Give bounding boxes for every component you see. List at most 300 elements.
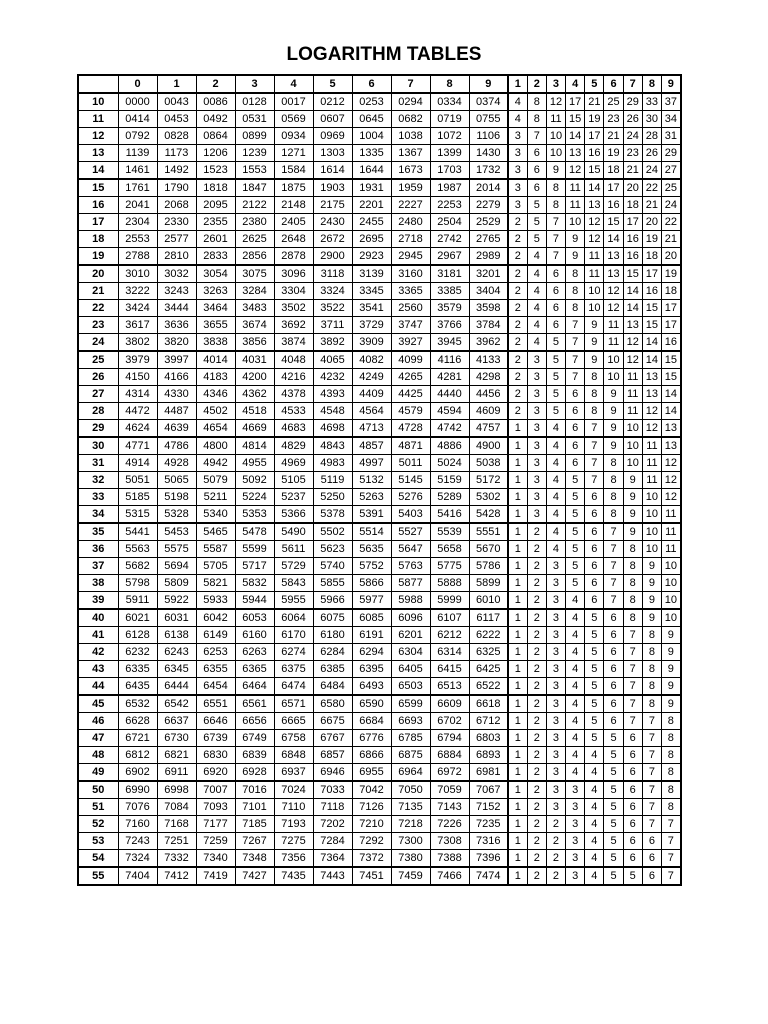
mean-difference-cell: 14 [566,128,585,145]
mean-difference-cell: 12 [585,214,604,231]
table-row [78,403,681,420]
log-value-cell: 7356 [274,850,313,868]
mean-difference-cell: 6 [623,747,642,764]
mean-difference-cell: 3 [546,695,565,713]
log-value-cell: 0569 [274,111,313,128]
mean-difference-cell: 37 [662,93,681,111]
mean-difference-cell: 6 [623,816,642,833]
log-value-cell: 6928 [235,764,274,782]
log-value-cell: 4728 [391,420,430,438]
log-value-cell: 5145 [391,472,430,489]
log-value-cell: 2455 [352,214,391,231]
log-value-cell: 6454 [196,678,235,696]
mean-difference-cell: 13 [662,420,681,438]
log-value-cell: 0017 [274,93,313,111]
column-header: 6 [352,75,391,93]
mean-difference-cell: 6 [623,850,642,868]
row-number: 26 [78,369,118,386]
log-value-cell: 7348 [235,850,274,868]
log-value-cell: 3892 [313,334,352,352]
row-number: 35 [78,523,118,541]
mean-difference-cell: 5 [566,523,585,541]
mean-difference-cell: 17 [566,93,585,111]
log-value-cell: 6758 [274,730,313,747]
log-value-cell: 4249 [352,369,391,386]
log-value-cell: 6532 [118,695,157,713]
mean-difference-cell: 3 [508,128,527,145]
mean-difference-cell: 10 [662,609,681,627]
log-value-cell: 2330 [157,214,196,231]
mean-difference-cell: 16 [623,248,642,266]
log-value-cell: 1461 [118,162,157,180]
mean-difference-cell: 5 [566,558,585,575]
log-value-cell: 5391 [352,506,391,524]
mean-difference-cell: 11 [642,437,661,455]
log-value-cell: 0719 [430,111,469,128]
log-value-cell: 2833 [196,248,235,266]
mean-difference-cell: 9 [604,420,623,438]
log-value-cell: 6117 [469,609,508,627]
mean-difference-cell: 26 [623,111,642,128]
mean-difference-cell: 7 [642,730,661,747]
log-value-cell: 4533 [274,403,313,420]
log-value-cell: 4548 [313,403,352,420]
mean-difference-cell: 7 [566,334,585,352]
log-value-cell: 5623 [313,541,352,558]
log-value-cell: 4757 [469,420,508,438]
mean-difference-cell: 10 [585,300,604,317]
mean-difference-cell: 15 [566,111,585,128]
log-value-cell: 5416 [430,506,469,524]
row-number: 52 [78,816,118,833]
log-value-cell: 4900 [469,437,508,455]
log-value-cell: 0755 [469,111,508,128]
log-value-cell: 7372 [352,850,391,868]
log-value-cell: 2695 [352,231,391,248]
mean-difference-cell: 3 [546,644,565,661]
log-value-cell: 7126 [352,799,391,816]
table-row [78,334,681,352]
mean-difference-cell: 6 [585,523,604,541]
log-value-cell: 7118 [313,799,352,816]
log-value-cell: 5752 [352,558,391,575]
log-value-cell: 3304 [274,283,313,300]
log-value-cell: 5092 [235,472,274,489]
mean-difference-cell: 3 [566,867,585,885]
mean-difference-cell: 4 [527,248,546,266]
log-value-cell: 5079 [196,472,235,489]
mean-difference-cell: 7 [604,592,623,610]
mean-difference-cell: 2 [527,592,546,610]
mean-difference-cell: 7 [604,575,623,592]
log-value-cell: 3404 [469,283,508,300]
log-value-cell: 3598 [469,300,508,317]
row-number: 48 [78,747,118,764]
mean-difference-cell: 25 [604,93,623,111]
log-value-cell: 5763 [391,558,430,575]
mean-difference-cell: 11 [642,472,661,489]
table-row [78,523,681,541]
log-value-cell: 7267 [235,833,274,850]
table-row [78,850,681,868]
log-value-cell: 0607 [313,111,352,128]
log-value-cell: 7427 [235,867,274,885]
log-value-cell: 6618 [469,695,508,713]
mean-difference-cell: 7 [623,678,642,696]
mean-difference-cell: 4 [566,644,585,661]
mean-difference-cell: 7 [527,128,546,145]
log-value-cell: 6767 [313,730,352,747]
log-value-cell: 2989 [469,248,508,266]
mean-difference-cell: 4 [566,678,585,696]
mean-difference-cell: 9 [642,609,661,627]
row-number: 17 [78,214,118,231]
log-value-cell: 6425 [469,661,508,678]
mean-difference-cell: 2 [508,214,527,231]
log-value-cell: 6972 [430,764,469,782]
log-value-cell: 5786 [469,558,508,575]
log-value-cell: 0414 [118,111,157,128]
log-value-cell: 1139 [118,145,157,162]
log-value-cell: 4914 [118,455,157,472]
table-row [78,128,681,145]
log-value-cell: 3075 [235,265,274,283]
mean-difference-cell: 6 [604,627,623,644]
mean-difference-cell: 12 [662,489,681,506]
log-value-cell: 6911 [157,764,196,782]
mean-difference-cell: 4 [566,713,585,730]
mean-difference-header: 9 [662,75,681,93]
log-value-cell: 0043 [157,93,196,111]
log-value-cell: 7076 [118,799,157,816]
log-value-cell: 0212 [313,93,352,111]
row-number: 32 [78,472,118,489]
log-value-cell: 4713 [352,420,391,438]
log-value-cell: 1430 [469,145,508,162]
log-value-cell: 0374 [469,93,508,111]
mean-difference-cell: 2 [527,799,546,816]
mean-difference-cell: 7 [623,661,642,678]
mean-difference-cell: 5 [546,403,565,420]
mean-difference-cell: 10 [642,506,661,524]
mean-difference-header: 6 [604,75,623,93]
mean-difference-cell: 3 [566,816,585,833]
log-value-cell: 1173 [157,145,196,162]
mean-difference-cell: 6 [566,403,585,420]
log-value-cell: 7101 [235,799,274,816]
log-value-cell: 2068 [157,197,196,214]
log-value-cell: 5988 [391,592,430,610]
log-value-cell: 3483 [235,300,274,317]
mean-difference-cell: 4 [585,850,604,868]
log-value-cell: 4065 [313,351,352,369]
logarithm-table [77,74,682,886]
log-value-cell: 5933 [196,592,235,610]
log-value-cell: 3139 [352,265,391,283]
mean-difference-cell: 3 [527,455,546,472]
log-value-cell: 3692 [274,317,313,334]
mean-difference-cell: 3 [566,833,585,850]
log-value-cell: 4857 [352,437,391,455]
mean-difference-cell: 5 [585,661,604,678]
mean-difference-cell: 6 [623,781,642,799]
log-value-cell: 6646 [196,713,235,730]
log-value-cell: 5159 [430,472,469,489]
log-value-cell: 4969 [274,455,313,472]
mean-difference-cell: 5 [546,334,565,352]
mean-difference-cell: 11 [585,265,604,283]
log-value-cell: 6730 [157,730,196,747]
mean-difference-cell: 3 [546,575,565,592]
mean-difference-cell: 12 [662,455,681,472]
mean-difference-cell: 10 [604,351,623,369]
mean-difference-cell: 2 [527,661,546,678]
mean-difference-cell: 6 [527,179,546,197]
log-value-cell: 3655 [196,317,235,334]
mean-difference-cell: 5 [585,695,604,713]
mean-difference-cell: 9 [623,523,642,541]
log-value-cell: 4216 [274,369,313,386]
log-value-cell: 5011 [391,455,430,472]
mean-difference-cell: 8 [642,661,661,678]
log-value-cell: 6839 [235,747,274,764]
mean-difference-cell: 6 [566,386,585,403]
log-value-cell: 3802 [118,334,157,352]
log-value-cell: 1004 [352,128,391,145]
table-row [78,833,681,850]
log-value-cell: 3464 [196,300,235,317]
log-value-cell: 5658 [430,541,469,558]
log-value-cell: 3160 [391,265,430,283]
log-value-cell: 6243 [157,644,196,661]
mean-difference-cell: 8 [642,627,661,644]
mean-difference-cell: 1 [508,695,527,713]
mean-difference-cell: 14 [585,179,604,197]
mean-difference-cell: 20 [662,248,681,266]
log-value-cell: 4624 [118,420,157,438]
table-row [78,197,681,214]
mean-difference-cell: 21 [585,93,604,111]
log-value-cell: 7042 [352,781,391,799]
mean-difference-cell: 3 [508,162,527,180]
table-row [78,437,681,455]
table-row [78,420,681,438]
table-row [78,678,681,696]
log-value-cell: 5877 [391,575,430,592]
log-value-cell: 4829 [274,437,313,455]
mean-difference-cell: 7 [585,472,604,489]
row-number: 12 [78,128,118,145]
log-value-cell: 4942 [196,455,235,472]
mean-difference-cell: 1 [508,781,527,799]
log-value-cell: 5866 [352,575,391,592]
log-value-cell: 2878 [274,248,313,266]
mean-difference-cell: 11 [604,334,623,352]
log-value-cell: 4771 [118,437,157,455]
row-number: 20 [78,265,118,283]
mean-difference-cell: 5 [604,799,623,816]
mean-difference-cell: 5 [566,489,585,506]
log-value-cell: 3617 [118,317,157,334]
mean-difference-cell: 6 [585,592,604,610]
log-value-cell: 6542 [157,695,196,713]
mean-difference-cell: 15 [662,369,681,386]
mean-difference-cell: 16 [662,334,681,352]
log-value-cell: 5328 [157,506,196,524]
log-value-cell: 4683 [274,420,313,438]
mean-difference-cell: 19 [662,265,681,283]
log-value-cell: 2405 [274,214,313,231]
mean-difference-cell: 3 [546,558,565,575]
mean-difference-cell: 4 [546,455,565,472]
mean-difference-cell: 10 [623,420,642,438]
mean-difference-cell: 33 [642,93,661,111]
mean-difference-cell: 2 [546,867,565,885]
mean-difference-cell: 2 [527,781,546,799]
mean-difference-cell: 6 [546,265,565,283]
mean-difference-cell: 2 [508,403,527,420]
mean-difference-cell: 15 [585,162,604,180]
log-value-cell: 6749 [235,730,274,747]
mean-difference-cell: 5 [604,730,623,747]
log-value-cell: 2504 [430,214,469,231]
log-value-cell: 6590 [352,695,391,713]
log-value-cell: 2577 [157,231,196,248]
mean-difference-cell: 4 [527,334,546,352]
log-value-cell: 6599 [391,695,430,713]
log-value-cell: 5237 [274,489,313,506]
log-value-cell: 3766 [430,317,469,334]
mean-difference-cell: 7 [642,799,661,816]
mean-difference-cell: 8 [662,730,681,747]
mean-difference-cell: 7 [585,455,604,472]
log-value-cell: 3747 [391,317,430,334]
log-value-cell: 3945 [430,334,469,352]
mean-difference-cell: 4 [527,283,546,300]
mean-difference-cell: 1 [508,455,527,472]
mean-difference-cell: 12 [662,472,681,489]
log-value-cell: 6513 [430,678,469,696]
log-value-cell: 6493 [352,678,391,696]
mean-difference-cell: 3 [508,179,527,197]
row-number: 14 [78,162,118,180]
log-value-cell: 1271 [274,145,313,162]
mean-difference-cell: 9 [642,558,661,575]
log-value-cell: 2122 [235,197,274,214]
mean-difference-cell: 4 [585,764,604,782]
log-value-cell: 7435 [274,867,313,885]
row-number: 19 [78,248,118,266]
log-value-cell: 3284 [235,283,274,300]
log-value-cell: 7451 [352,867,391,885]
log-value-cell: 0531 [235,111,274,128]
log-value-cell: 7459 [391,867,430,885]
log-value-cell: 4362 [235,386,274,403]
mean-difference-cell: 3 [546,678,565,696]
mean-difference-cell: 2 [527,695,546,713]
mean-difference-cell: 3 [546,627,565,644]
log-value-cell: 3997 [157,351,196,369]
mean-difference-cell: 8 [527,93,546,111]
log-value-cell: 5527 [391,523,430,541]
mean-difference-cell: 5 [546,386,565,403]
log-value-cell: 4594 [430,403,469,420]
mean-difference-cell: 17 [585,128,604,145]
log-value-cell: 5551 [469,523,508,541]
row-number: 45 [78,695,118,713]
log-value-cell: 6160 [235,627,274,644]
table-row [78,179,681,197]
mean-difference-cell: 2 [527,867,546,885]
log-value-cell: 4698 [313,420,352,438]
mean-difference-cell: 9 [585,317,604,334]
mean-difference-cell: 5 [566,472,585,489]
log-value-cell: 4814 [235,437,274,455]
log-value-cell: 6946 [313,764,352,782]
mean-difference-cell: 3 [546,747,565,764]
mean-difference-cell: 12 [546,93,565,111]
log-value-cell: 4487 [157,403,196,420]
mean-difference-cell: 5 [585,609,604,627]
mean-difference-cell: 34 [662,111,681,128]
mean-difference-cell: 5 [566,541,585,558]
log-value-cell: 5635 [352,541,391,558]
row-number: 16 [78,197,118,214]
row-number: 39 [78,592,118,610]
log-value-cell: 7474 [469,867,508,885]
log-value-cell: 5670 [469,541,508,558]
mean-difference-cell: 2 [527,833,546,850]
mean-difference-cell: 9 [662,678,681,696]
mean-difference-cell: 26 [642,145,661,162]
log-value-cell: 6335 [118,661,157,678]
log-value-cell: 6551 [196,695,235,713]
log-value-cell: 7135 [391,799,430,816]
log-value-cell: 7050 [391,781,430,799]
log-value-cell: 6675 [313,713,352,730]
log-value-cell: 2765 [469,231,508,248]
table-row [78,781,681,799]
log-value-cell: 6212 [430,627,469,644]
mean-difference-cell: 10 [662,592,681,610]
log-value-cell: 5172 [469,472,508,489]
mean-difference-cell: 5 [585,627,604,644]
mean-difference-cell: 7 [546,214,565,231]
mean-difference-cell: 10 [642,523,661,541]
log-value-cell: 6830 [196,747,235,764]
table-row [78,162,681,180]
log-value-cell: 5366 [274,506,313,524]
row-number: 49 [78,764,118,782]
log-value-cell: 5911 [118,592,157,610]
log-value-cell: 2380 [235,214,274,231]
mean-difference-cell: 6 [566,455,585,472]
mean-difference-cell: 9 [623,506,642,524]
mean-difference-cell: 9 [642,592,661,610]
log-value-cell: 6484 [313,678,352,696]
mean-difference-cell: 11 [662,541,681,558]
mean-difference-cell: 6 [642,833,661,850]
mean-difference-cell: 2 [527,850,546,868]
log-value-cell: 6848 [274,747,313,764]
log-value-cell: 3579 [430,300,469,317]
mean-difference-cell: 3 [546,764,565,782]
mean-difference-cell: 7 [662,833,681,850]
table-row [78,575,681,592]
mean-difference-cell: 5 [604,850,623,868]
log-value-cell: 0334 [430,93,469,111]
mean-difference-cell: 6 [527,162,546,180]
